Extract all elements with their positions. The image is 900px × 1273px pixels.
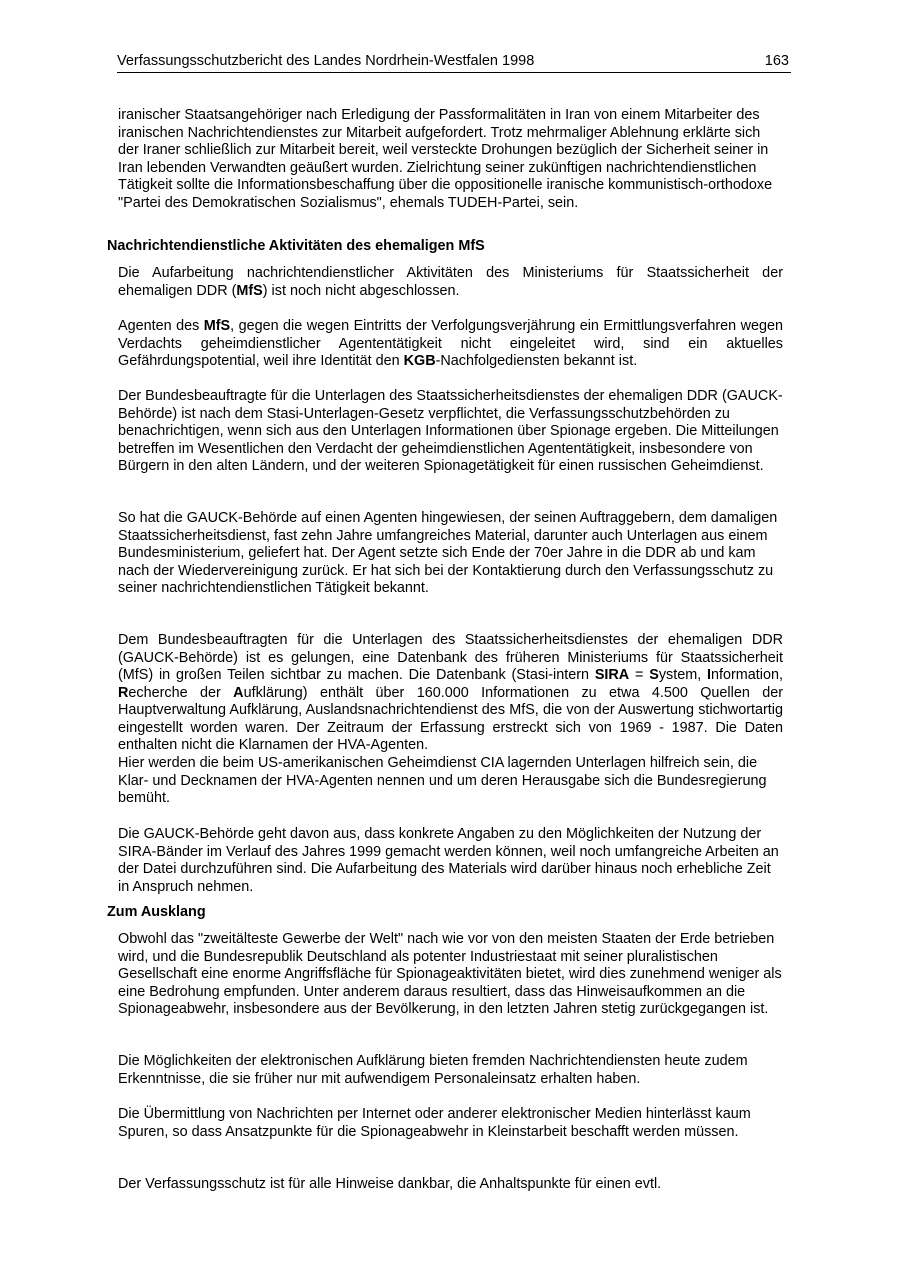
page-header [117, 53, 791, 73]
header-title: Verfassungsschutzbericht des Landes Nordrhein-Westfalen 1998 [117, 53, 535, 69]
paragraph-cia-unterlagen: Hier werden die beim US-amerikanischen Geheimdienst CIA lagernden Unterlagen hilfreich sein, die Klar- und Decknamen der HVA-Agenten nennen und um deren Herausgabe sich die Bundesregierung bemüht. [118, 755, 767, 806]
text-span: , gegen die wegen Eintritts der Verfolgungsverjährung ein Ermittlungsverfahren wegen Verdachts geheimdienstlicher Agententätigkeit nicht eingeleitet wird, sind ein aktuelles Gefährdungspotential, weil ihre Identität den [118, 318, 783, 369]
text-span: Agenten des [118, 318, 204, 334]
bold-term: A [233, 684, 244, 701]
text-span: -Nachfolgediensten bekannt ist. [435, 353, 638, 369]
bold-term: R [118, 684, 129, 701]
bold-term: I [707, 667, 711, 683]
text-span: nformation, [711, 667, 783, 683]
paragraph-mfs-aufarbeitung [118, 265, 783, 300]
paragraph-agent-example: So hat die GAUCK-Behörde auf einen Agenten hingewiesen, der seinen Auftraggebern, dem damaligen Staatssicherheitsdienst, fast zehn Jahre umfangreiches Material, darunter auch Unterlagen aus einem Bundesministerium, geliefert hat. Der Agent setzte sich Ende der 70er Jahre in die DDR ab und kam nach der Wiedervereinigung zurück. Er hat sich bei der Kontaktierung durch den Verfassungsschutz zu seiner nachrichtendienstlichen Tätigkeit bekannt. [118, 510, 778, 596]
paragraph-gewerbe: Obwohl das "zweitälteste Gewerbe der Welt" nach wie vor von den meisten Staaten der Erde betrieben wird, und die Bundesrepublik Deutschland als potenter Industriestaat mit seiner pluralistischen Gesellschaft eine enorme Angriffsfläche für Spionageaktivitäten bietet, wird dies zunehmend weniger als eine Bedrohung empfunden. Unter anderem daraus resultiert, dass das Hinweisaufkommen an die Spionageabwehr, insbesondere aus der Bevölkerung, in den letzten Jahren stetig zurückgegangen ist. [118, 931, 782, 1017]
section-heading-mfs: Nachrichtendienstliche Aktivitäten des ehemaligen MfS [107, 238, 485, 254]
page-number: 163 [764, 53, 789, 69]
text-span: echerche der [128, 684, 234, 701]
paragraph-mfs-agenten [118, 318, 783, 371]
text-span: Die Aufarbeitung nachrichtendienstlicher Aktivitäten des Ministeriums für Staatssicherheit der ehemaligen DDR ( [118, 265, 783, 299]
text-span: ) ist noch nicht abgeschlossen. [262, 282, 460, 299]
bold-term: SIRA [594, 667, 630, 683]
paragraph-iran-continuation: iranischer Staatsangehöriger nach Erledigung der Passformalitäten in Iran von einem Mitarbeiter des iranischen Nachrichtendienstes zur Mitarbeit aufgefordert. Trotz mehrmaliger Ablehnung erklärte sich der Iraner schließlich zur Mitarbeit bereit, weil versteckte Drohungen bezüglich der Sicherheit seiner in Iran lebenden Verwandten geäußert wurden. Zielrichtung seiner zukünftigen nachrichtendienstlichen Tätigkeit sollte die Informationsbeschaffung über die oppositionelle iranische kommunistisch-orthodoxe "Partei des Demokratischen Sozialismus", ehemals TUDEH-Partei, sein. [118, 107, 773, 211]
section-heading-ausklang: Zum Ausklang [107, 904, 206, 920]
paragraph-internet: Die Übermittlung von Nachrichten per Internet oder anderer elektronischer Medien hinterlässt kaum Spuren, so dass Ansatzpunkte für die Spionageabwehr in Kleinstarbeit beschafft werden müssen. [118, 1106, 751, 1140]
text-span: ystem, [658, 667, 707, 683]
paragraph-sira-baender: Die GAUCK-Behörde geht davon aus, dass konkrete Angaben zu den Möglichkeiten der Nutzung der SIRA-Bänder im Verlauf des Jahres 1999 gemacht werden können, weil noch umfangreiche Arbeiten an der Datei durchzuführen sind. Die Aufarbeitung des Materials wird darüber hinaus noch erhebliche Zeit in Anspruch nehmen. [118, 826, 779, 895]
paragraph-hinweise: Der Verfassungsschutz ist für alle Hinweise dankbar, die Anhaltspunkte für einen evtl. [118, 1176, 662, 1192]
paragraph-elektronische-aufklaerung: Die Möglichkeiten der elektronischen Aufklärung bieten fremden Nachrichtendiensten heute zudem Erkenntnisse, die sie früher nur mit aufwendigem Personaleinsatz erhalten haben. [118, 1053, 748, 1087]
paragraph-bundesbeauftragter: Der Bundesbeauftragte für die Unterlagen des Staatssicherheitsdienstes der ehemaligen DDR (GAUCK-Behörde) ist nach dem Stasi-Unterlagen-Gesetz verpflichtet, die Verfassungsschutzbehörden zu benachrichtigen, wenn sich aus den Unterlagen Informationen über Spionage ergeben. Die Mitteilungen betreffen im Wesentlichen den Verdacht der geheimdienstlichen Agententätigkeit, insbesondere von Bürgern in den alten Ländern, und der weiteren Spionagetätigkeit für einen russischen Geheimdienst. [118, 388, 783, 474]
text-span: ufklärung) enthält über 160.000 Informationen zu etwa 4.500 Quellen der Hauptverwaltung Aufklärung, Auslandsnachrichtendienst des MfS, die von der Auswertung stichwortartig eingestellt worden waren. Der Zeitraum der Erfassung erstreckt sich von 1969 - 1987. Die Daten enthalten nicht die Klarnamen der HVA-Agenten. [118, 684, 783, 753]
bold-term: MfS [203, 318, 231, 334]
text-span: Dem Bundesbeauftragten für die Unterlagen des Staatssicherheitsdienstes der ehemaligen DDR (GAUCK-Behörde) ist es gelungen, eine Datenbank des früheren Ministeriums für Staatssicherheit (MfS) in großen Teilen sichtbar zu machen. Die Datenbank (Stasi-intern [118, 632, 783, 683]
bold-term: S [649, 667, 659, 683]
paragraph-sira-datenbank [118, 632, 783, 755]
bold-term: KGB [403, 353, 436, 369]
bold-term: MfS [236, 282, 263, 299]
text-span: = [629, 667, 650, 683]
